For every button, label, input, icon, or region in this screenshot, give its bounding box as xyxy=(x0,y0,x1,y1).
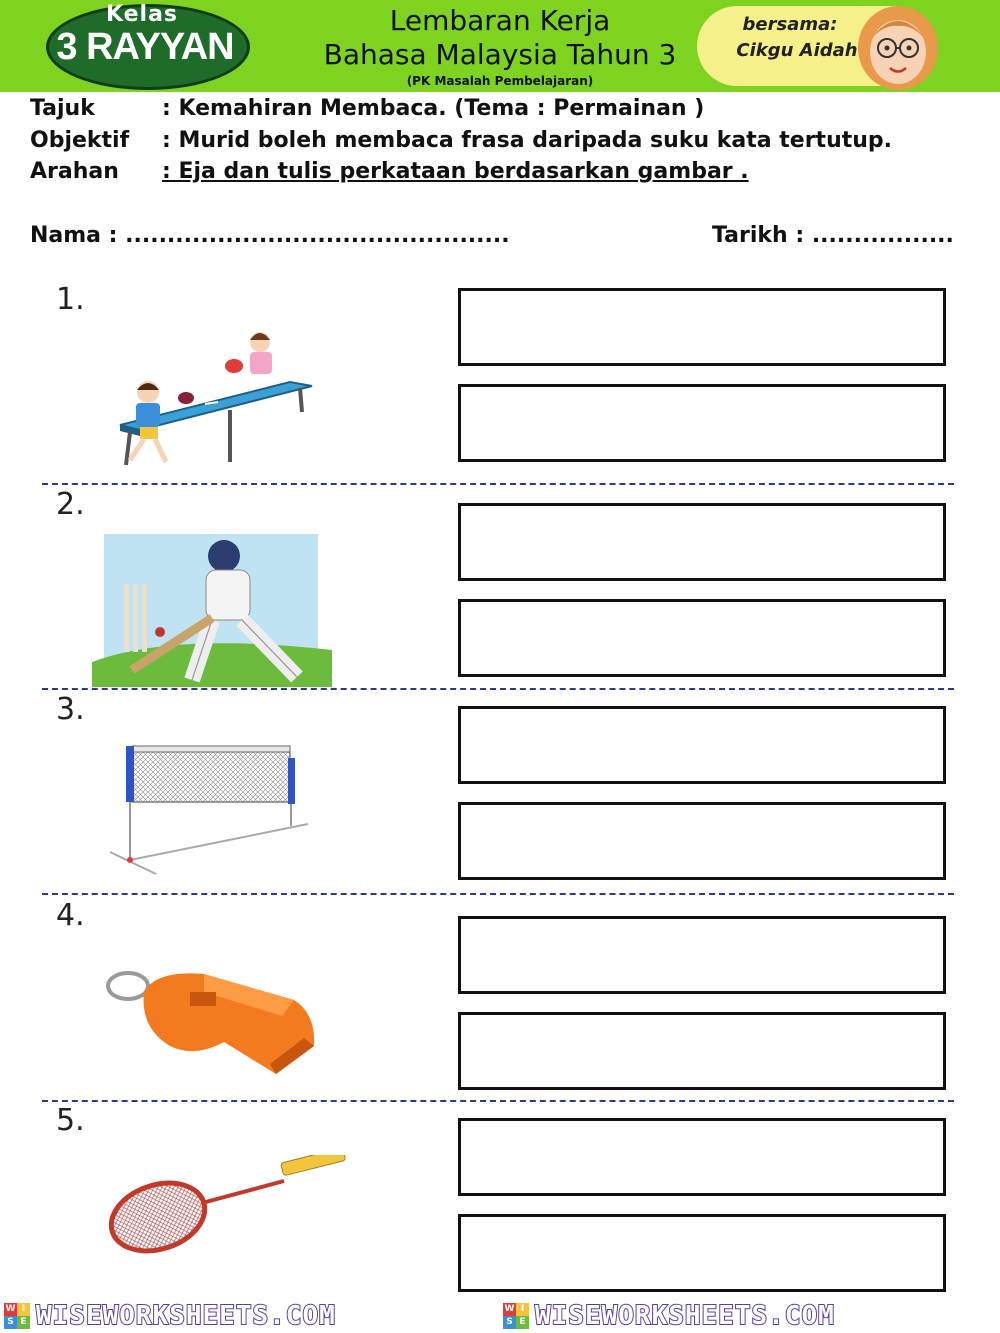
tajuk-value: : Kemahiran Membaca. (Tema : Permainan ) xyxy=(162,96,705,121)
answer-box[interactable] xyxy=(458,916,946,994)
arahan-value: : Eja dan tulis perkataan berdasarkan gambar . xyxy=(162,159,749,184)
footer-watermark xyxy=(0,1298,1000,1333)
whistle-icon xyxy=(104,962,319,1082)
answer-box[interactable] xyxy=(458,802,946,880)
worksheet-category: (PK Masalah Pembelajaran) xyxy=(406,74,594,88)
answer-box[interactable] xyxy=(458,599,946,677)
worksheet-title: Lembaran Kerja xyxy=(389,4,611,37)
teacher-note-label: bersama: xyxy=(742,14,838,35)
question-number: 1. xyxy=(56,282,85,317)
question-number: 3. xyxy=(56,692,85,727)
cricket-icon xyxy=(92,532,332,687)
teacher-name: Cikgu Aidah xyxy=(736,40,858,61)
answer-box[interactable] xyxy=(458,503,946,581)
arahan-label: Arahan xyxy=(30,159,119,184)
logo-top-text: Kelas xyxy=(105,2,179,27)
wiseworksheets-logo-icon: W I S E xyxy=(4,1303,30,1329)
worksheet-subject: Bahasa Malaysia Tahun 3 xyxy=(323,38,677,71)
badminton-net-icon xyxy=(108,742,313,877)
question-number: 5. xyxy=(56,1103,85,1138)
tajuk-row xyxy=(30,96,704,121)
watermark-chunk xyxy=(503,1298,835,1333)
objektif-value: : Murid boleh membaca frasa daripada suku kata tertutup. xyxy=(162,128,893,153)
section-divider xyxy=(42,483,954,485)
section-divider xyxy=(42,893,954,895)
answer-box[interactable] xyxy=(458,1012,946,1090)
section-divider xyxy=(42,1100,954,1102)
arahan-row xyxy=(30,159,749,184)
objektif-row xyxy=(30,128,892,153)
wiseworksheets-logo-icon: W I S E xyxy=(503,1303,529,1329)
objektif-label: Objektif xyxy=(30,128,130,153)
badminton-racket-icon xyxy=(106,1155,351,1260)
answer-box[interactable] xyxy=(458,288,946,366)
answer-box[interactable] xyxy=(458,1118,946,1196)
teacher-avatar-icon xyxy=(852,0,944,90)
tajuk-label: Tajuk xyxy=(30,96,95,121)
question-number: 2. xyxy=(56,487,85,522)
answer-box[interactable] xyxy=(458,706,946,784)
answer-box[interactable] xyxy=(458,384,946,462)
question-number: 4. xyxy=(56,898,85,933)
watermark-text: WISEWORKSHEETS.COM xyxy=(36,1300,336,1331)
ping-pong-icon xyxy=(100,330,315,470)
section-divider xyxy=(42,688,954,690)
tarikh-field[interactable]: Tarikh : ................. xyxy=(712,223,954,248)
watermark-chunk xyxy=(4,1298,336,1333)
watermark-text: WISEWORKSHEETS.COM xyxy=(535,1300,835,1331)
answer-box[interactable] xyxy=(458,1214,946,1292)
logo-main-text: 3 RAYYAN xyxy=(56,26,234,68)
nama-field[interactable]: Nama : .............................................. xyxy=(30,223,510,248)
